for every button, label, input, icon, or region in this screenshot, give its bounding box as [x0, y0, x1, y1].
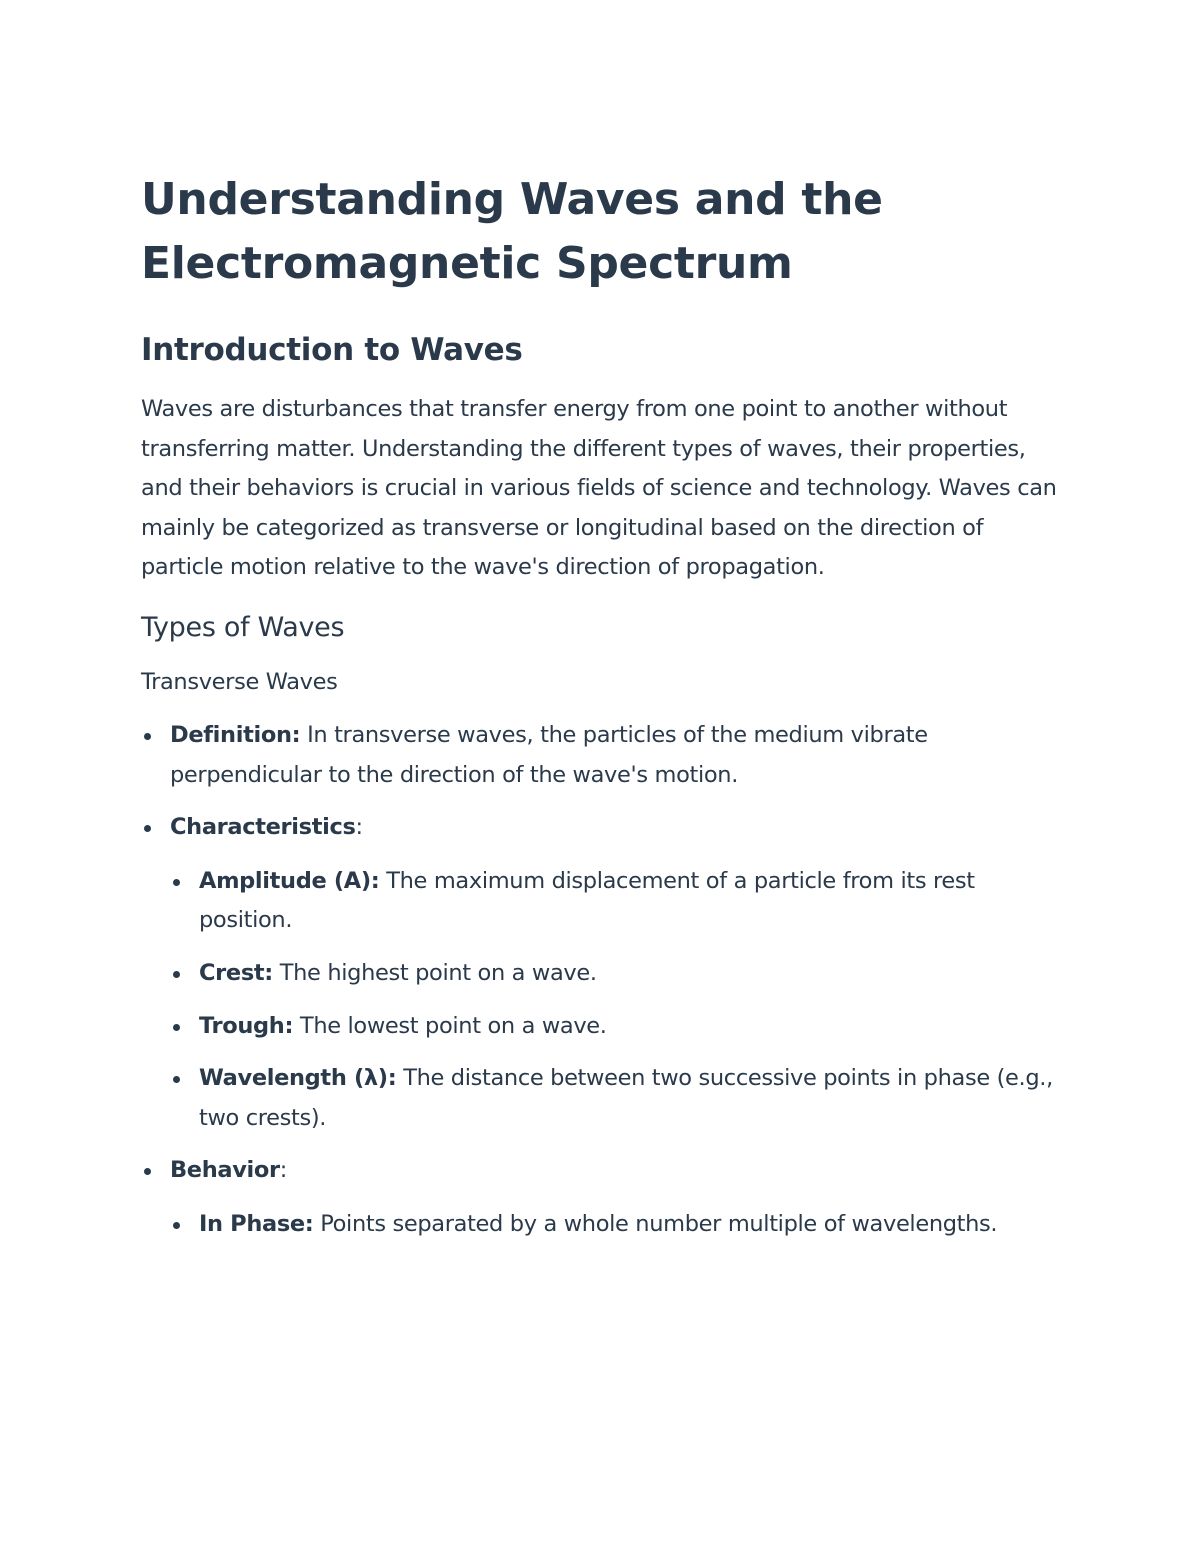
list-item-in-phase — [199, 1205, 1071, 1245]
transverse-list — [141, 716, 1071, 1245]
document-page — [141, 168, 1071, 1245]
bullet-icon — [173, 1222, 180, 1229]
definition-text: In transverse waves, the particles of the medium vibrate perpendicular to the direction of the wave's motion. — [170, 721, 928, 788]
list-item-definition — [170, 716, 1071, 795]
bullet-icon — [173, 971, 180, 978]
document-title-line-1: Understanding Waves and the — [141, 174, 883, 225]
list-item-characteristics — [170, 808, 1071, 1138]
intro-paragraph: Waves are disturbances that transfer energy from one point to another without transferring matter. Understanding the different types of waves, their properties, and their behaviors is crucial in various fields of science and technology. Waves can mainly be categorized as transverse or longitudinal based on the direction of particle motion relative to the wave's direction of propagation. — [141, 396, 1057, 581]
bullet-icon — [144, 825, 151, 832]
document-title-line-2: Electromagnetic Spectrum — [141, 238, 793, 289]
in-phase-text: Points separated by a whole number multiple of wavelengths. — [313, 1210, 998, 1237]
bullet-icon — [173, 879, 180, 886]
bullet-icon — [173, 1024, 180, 1031]
characteristics-colon: : — [355, 814, 363, 841]
list-item-wavelength — [199, 1059, 1071, 1138]
crest-text: The highest point on a wave. — [272, 959, 597, 986]
wavelength-text: The distance between two successive points in phase (e.g., two crests). — [199, 1065, 1053, 1131]
types-heading: Types of Waves — [141, 611, 345, 643]
crest-term: Crest: — [199, 959, 273, 986]
intro-heading: Introduction to Waves — [141, 332, 523, 368]
definition-term: Definition: — [170, 721, 301, 748]
bullet-icon — [144, 1168, 151, 1175]
list-item-amplitude — [199, 862, 1071, 941]
list-item-trough — [199, 1007, 1071, 1047]
trough-text: The lowest point on a wave. — [293, 1012, 607, 1039]
list-item-crest — [199, 954, 1071, 994]
bullet-icon — [173, 1076, 180, 1083]
bullet-icon — [144, 733, 151, 740]
transverse-heading: Transverse Waves — [141, 668, 338, 695]
trough-term: Trough: — [199, 1012, 294, 1039]
amplitude-term: Amplitude (A): — [199, 867, 380, 894]
behavior-term: Behavior — [170, 1157, 280, 1184]
list-item-behavior — [170, 1151, 1071, 1244]
amplitude-text: The maximum displacement of a particle from its rest position. — [199, 867, 975, 934]
behavior-list — [170, 1205, 1071, 1245]
document-title — [141, 168, 1071, 296]
wavelength-term: Wavelength (λ): — [199, 1065, 397, 1092]
behavior-colon: : — [279, 1157, 287, 1184]
characteristics-term: Characteristics — [170, 814, 356, 841]
in-phase-term: In Phase: — [199, 1210, 314, 1237]
characteristics-list — [170, 862, 1071, 1139]
